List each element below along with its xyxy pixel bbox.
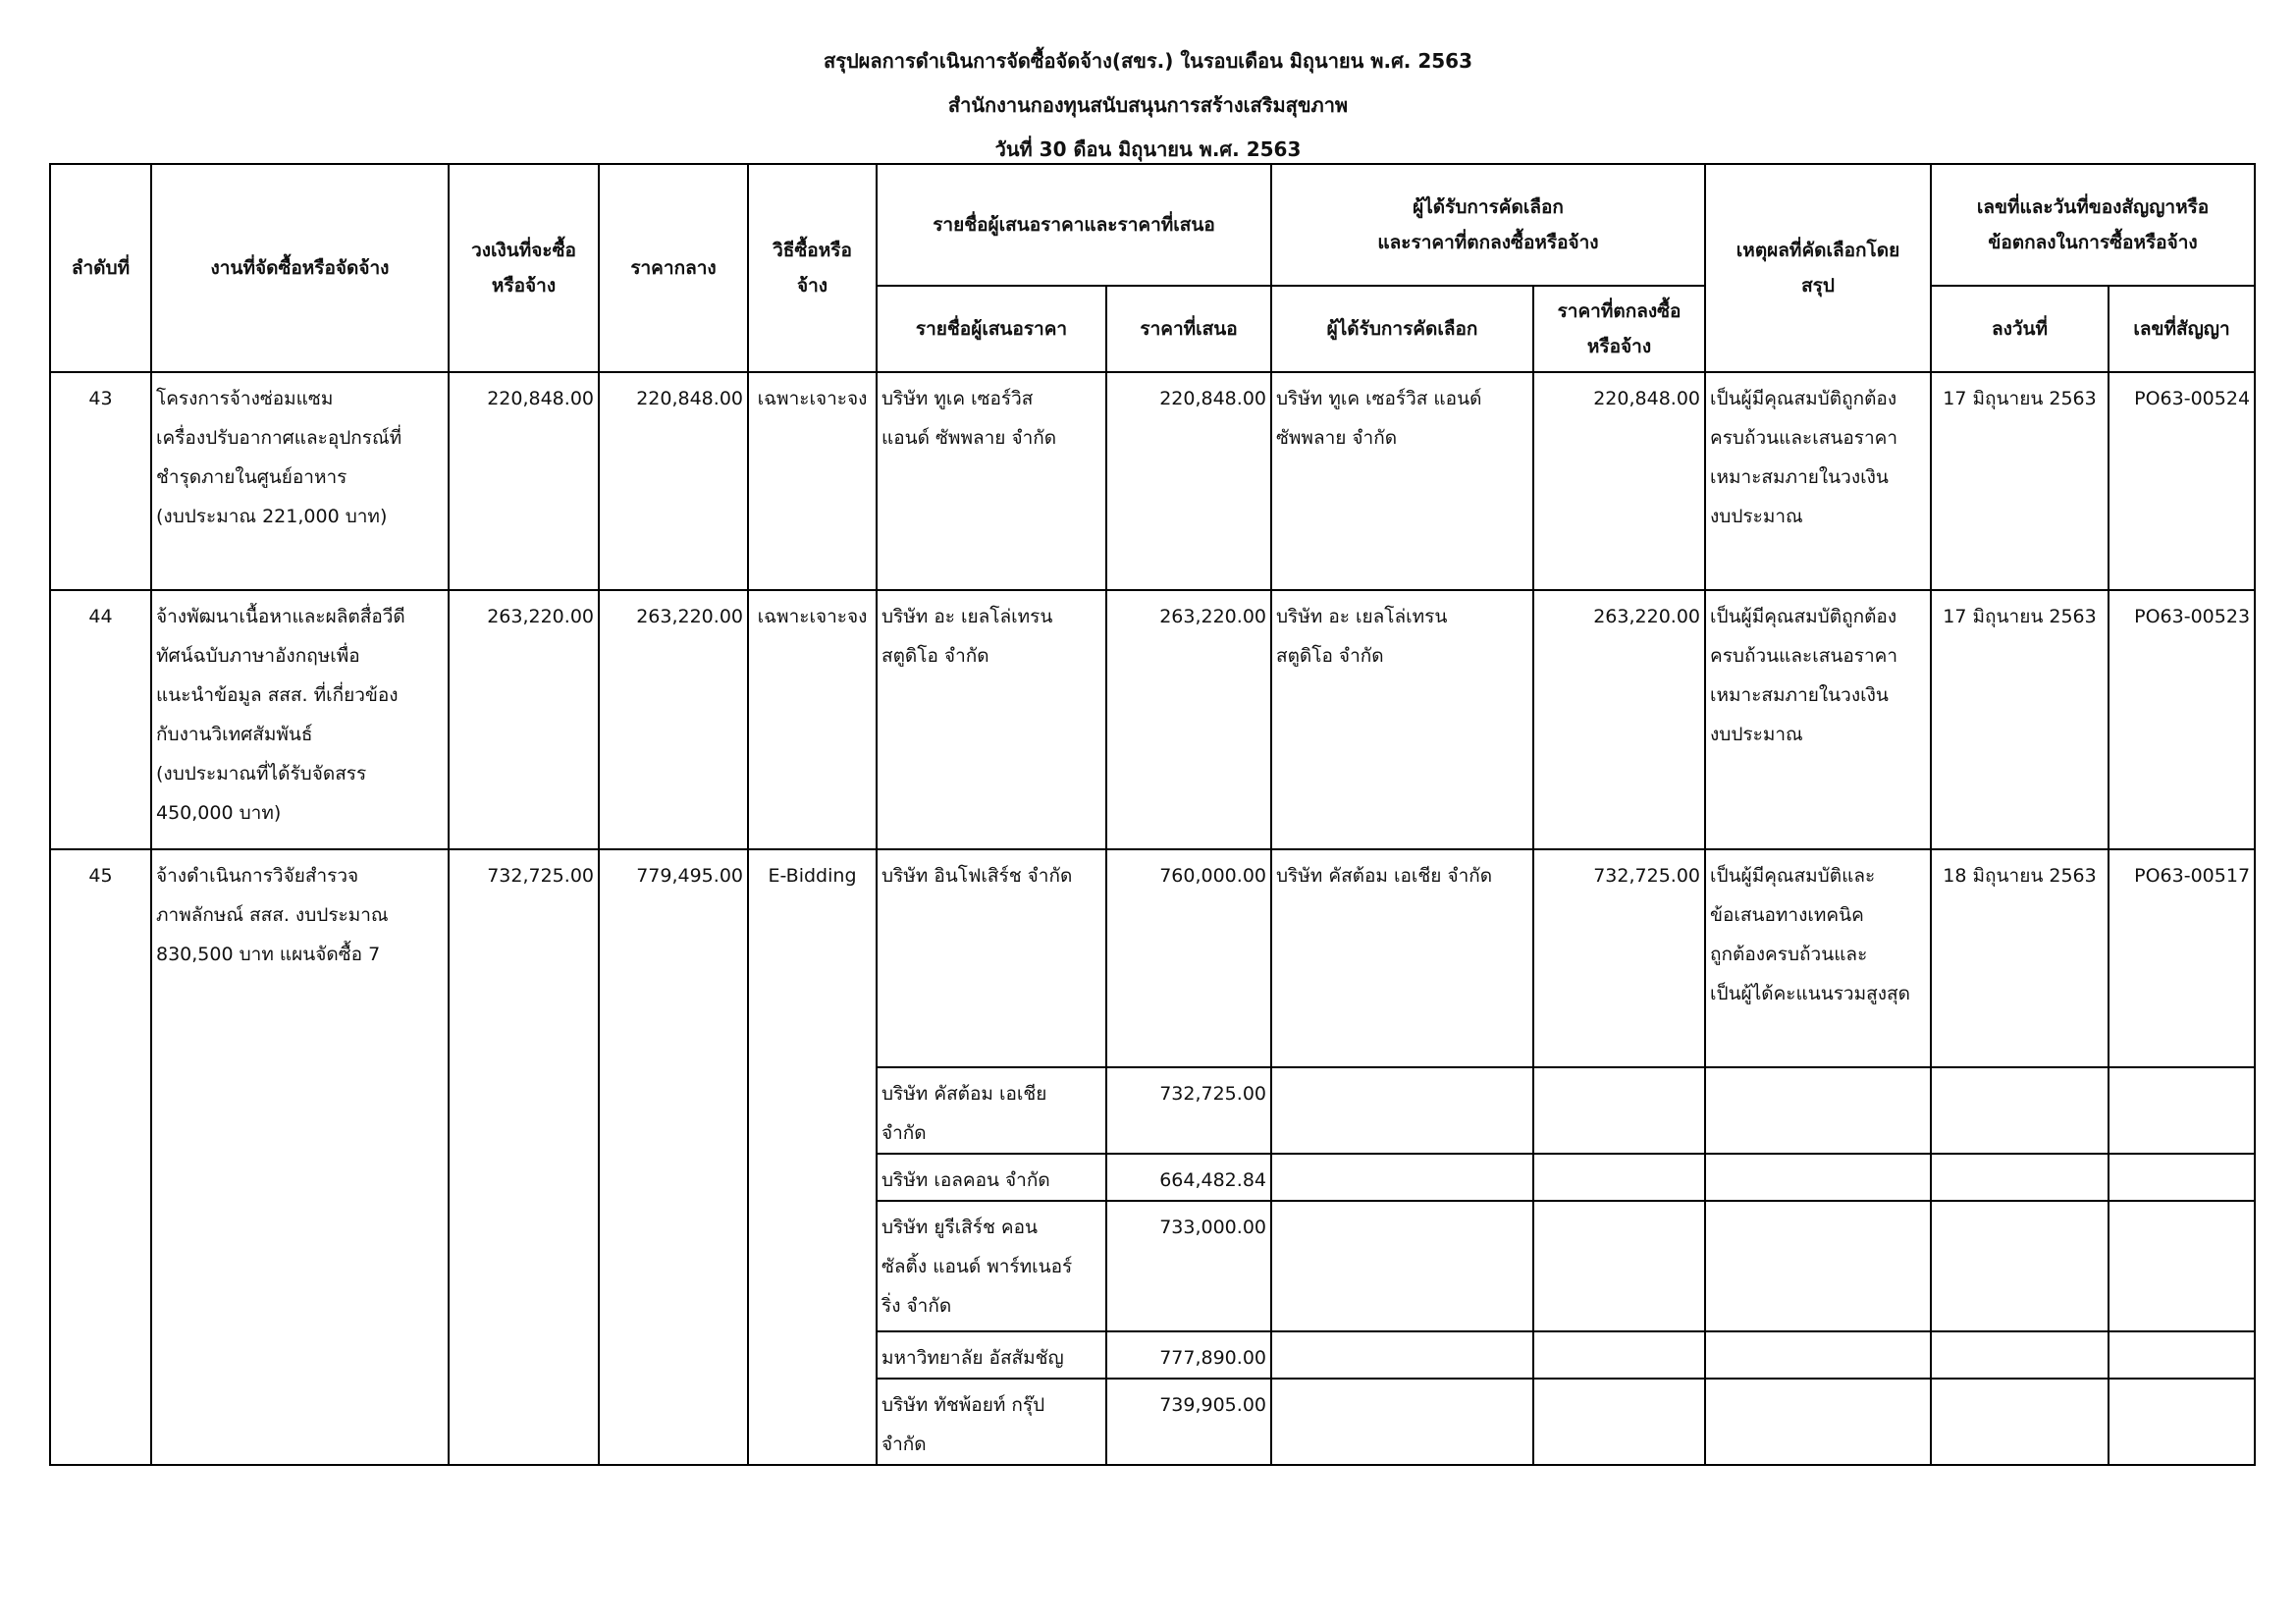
row-method: เฉพาะเจาะจง: [748, 590, 877, 849]
row-reason: เป็นผู้มีคุณสมบัติถูกต้อง ครบถ้วนและเสนอราคา เหมาะสมภายในวงเงิน งบประมาณ: [1705, 590, 1931, 849]
row-method: เฉพาะเจาะจง: [748, 372, 877, 590]
row-agreed-price: 220,848.00: [1533, 372, 1705, 590]
col-header-reason: เหตุผลที่คัดเลือกโดย สรุป: [1705, 164, 1931, 372]
bidder-price: 739,905.00: [1106, 1379, 1271, 1465]
row-median-price: 220,848.00: [599, 372, 748, 590]
row-budget: 732,725.00: [449, 849, 599, 1465]
row-contract-no: PO63-00524: [2109, 372, 2255, 590]
empty-cell: [1533, 1067, 1705, 1154]
row-selected-name: บริษัท ทูเค เซอร์วิส แอนด์ ซัพพลาย จำกัด: [1271, 372, 1533, 590]
row-agreed-price: 732,725.00: [1533, 849, 1705, 1067]
col-header-contract-group: เลขที่และวันที่ของสัญญาหรือ ข้อตกลงในการซื้อหรือจ้าง: [1931, 164, 2255, 286]
bidder-price: 733,000.00: [1106, 1201, 1271, 1331]
empty-cell: [1705, 1154, 1931, 1201]
table-row: [50, 372, 2255, 590]
empty-cell: [1705, 1379, 1931, 1465]
empty-cell: [1533, 1331, 1705, 1379]
table-row: [50, 849, 2255, 1067]
empty-cell: [2109, 1154, 2255, 1201]
col-header-bid-price: ราคาที่เสนอ: [1106, 286, 1271, 372]
row-bid-price: 263,220.00: [1106, 590, 1271, 849]
organization-name: สำนักงานกองทุนสนับสนุนการสร้างเสริมสุขภาพ: [947, 93, 1349, 117]
row-budget: 263,220.00: [449, 590, 599, 849]
col-header-method: วิธีซื้อหรือ จ้าง: [748, 164, 877, 372]
row-work: จ้างพัฒนาเนื้อหาและผลิตสื่อวีดี ทัศน์ฉบับภาษาอังกฤษเพื่อ แนะนำข้อมูล สสส. ที่เกี่ยวข้อง กับงานวิเทศสัมพันธ์ (งบประมาณที่ได้รับจัดสรร 450,000 บาท): [151, 590, 449, 849]
col-header-selected-name: ผู้ได้รับการคัดเลือก: [1271, 286, 1533, 372]
bidder-price: 732,725.00: [1106, 1067, 1271, 1154]
empty-cell: [1533, 1201, 1705, 1331]
bidder-price: 777,890.00: [1106, 1331, 1271, 1379]
empty-cell: [1271, 1201, 1533, 1331]
row-work: จ้างดำเนินการวิจัยสำรวจ ภาพลักษณ์ สสส. งบประมาณ 830,500 บาท แผนจัดซื้อ 7: [151, 849, 449, 1465]
empty-cell: [1271, 1067, 1533, 1154]
row-selected-name: บริษัท คัสต้อม เอเชีย จำกัด: [1271, 849, 1533, 1067]
col-header-agreed-price: ราคาที่ตกลงซื้อ หรือจ้าง: [1533, 286, 1705, 372]
procurement-table: [49, 163, 2256, 1466]
empty-cell: [2109, 1201, 2255, 1331]
row-budget: 220,848.00: [449, 372, 599, 590]
col-header-work: งานที่จัดซื้อหรือจัดจ้าง: [151, 164, 449, 372]
bidder-price: 664,482.84: [1106, 1154, 1271, 1201]
empty-cell: [2109, 1331, 2255, 1379]
empty-cell: [1705, 1067, 1931, 1154]
row-contract-date: 18 มิถุนายน 2563: [1931, 849, 2109, 1067]
empty-cell: [1533, 1379, 1705, 1465]
col-header-contract-no: เลขที่สัญญา: [2109, 286, 2255, 372]
document-header: [0, 39, 2296, 172]
col-header-bidder-name: รายชื่อผู้เสนอราคา: [877, 286, 1106, 372]
bidder-name: มหาวิทยาลัย อัสสัมชัญ: [877, 1331, 1106, 1379]
row-contract-no: PO63-00523: [2109, 590, 2255, 849]
empty-cell: [1931, 1331, 2109, 1379]
row-no: 44: [50, 590, 151, 849]
empty-cell: [2109, 1067, 2255, 1154]
col-header-median-price: ราคากลาง: [599, 164, 748, 372]
row-reason: เป็นผู้มีคุณสมบัติและ ข้อเสนอทางเทคนิค ถูกต้องครบถ้วนและ เป็นผู้ได้คะแนนรวมสูงสุด: [1705, 849, 1931, 1067]
col-header-budget: วงเงินที่จะซื้อ หรือจ้าง: [449, 164, 599, 372]
row-bidder-name: บริษัท ทูเค เซอร์วิส แอนด์ ซัพพลาย จำกัด: [877, 372, 1106, 590]
row-bidder-name: บริษัท อะ เยลโล่เทรน สตูดิโอ จำกัด: [877, 590, 1106, 849]
empty-cell: [1271, 1331, 1533, 1379]
empty-cell: [1931, 1154, 2109, 1201]
row-no: 43: [50, 372, 151, 590]
empty-cell: [1705, 1331, 1931, 1379]
empty-cell: [1931, 1067, 2109, 1154]
empty-cell: [1931, 1201, 2109, 1331]
row-median-price: 779,495.00: [599, 849, 748, 1465]
row-method: E-Bidding: [748, 849, 877, 1465]
empty-cell: [1705, 1201, 1931, 1331]
empty-cell: [1533, 1154, 1705, 1201]
row-work: โครงการจ้างซ่อมแซม เครื่องปรับอากาศและอุปกรณ์ที่ ชำรุดภายในศูนย์อาหาร (งบประมาณ 221,000 บาท): [151, 372, 449, 590]
empty-cell: [1271, 1154, 1533, 1201]
col-header-selected-group: ผู้ได้รับการคัดเลือก และราคาที่ตกลงซื้อหรือจ้าง: [1271, 164, 1705, 286]
col-header-contract-date: ลงวันที่: [1931, 286, 2109, 372]
row-agreed-price: 263,220.00: [1533, 590, 1705, 849]
row-contract-date: 17 มิถุนายน 2563: [1931, 590, 2109, 849]
bidder-name: บริษัท ทัชพ้อยท์ กรุ๊ป จำกัด: [877, 1379, 1106, 1465]
empty-cell: [2109, 1379, 2255, 1465]
row-contract-no: PO63-00517: [2109, 849, 2255, 1067]
row-bid-price: 220,848.00: [1106, 372, 1271, 590]
row-selected-name: บริษัท อะ เยลโล่เทรน สตูดิโอ จำกัด: [1271, 590, 1533, 849]
row-contract-date: 17 มิถุนายน 2563: [1931, 372, 2109, 590]
row-no: 45: [50, 849, 151, 1465]
empty-cell: [1271, 1379, 1533, 1465]
table-row: [50, 590, 2255, 849]
col-header-no: ลำดับที่: [50, 164, 151, 372]
row-bid-price: 760,000.00: [1106, 849, 1271, 1067]
col-header-bidders-group: รายชื่อผู้เสนอราคาและราคาที่เสนอ: [877, 164, 1271, 286]
bidder-name: บริษัท เอลคอน จำกัด: [877, 1154, 1106, 1201]
report-date: วันที่ 30 ดือน มิถุนายน พ.ศ. 2563: [994, 137, 1302, 161]
row-median-price: 263,220.00: [599, 590, 748, 849]
row-reason: เป็นผู้มีคุณสมบัติถูกต้อง ครบถ้วนและเสนอราคา เหมาะสมภายในวงเงิน งบประมาณ: [1705, 372, 1931, 590]
row-bidder-name: บริษัท อินโฟเสิร์ช จำกัด: [877, 849, 1106, 1067]
bidder-name: บริษัท ยูรีเสิร์ช คอน ซัลติ้ง แอนด์ พาร์ทเนอร์ ริ่ง จำกัด: [877, 1201, 1106, 1331]
bidder-name: บริษัท คัสต้อม เอเชีย จำกัด: [877, 1067, 1106, 1154]
document-title: สรุปผลการดำเนินการจัดซื้อจัดจ้าง(สขร.) ในรอบเดือน มิถุนายน พ.ศ. 2563: [824, 49, 1472, 73]
empty-cell: [1931, 1379, 2109, 1465]
